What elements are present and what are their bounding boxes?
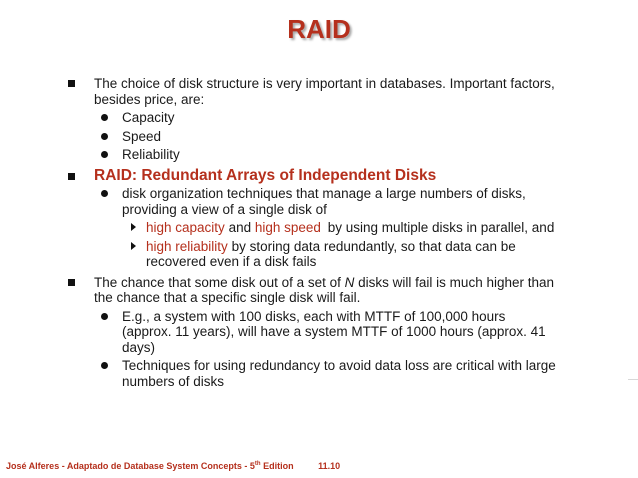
highlight-high-reliability: high reliability — [146, 238, 228, 254]
bullet-failure-chance — [94, 275, 558, 306]
arrow-bullet-icon — [131, 242, 136, 250]
square-bullet-icon — [68, 279, 75, 286]
footer-edition: Edition — [260, 461, 294, 471]
bullet-raid-heading — [94, 168, 558, 184]
arrow-bullet-icon — [131, 223, 136, 231]
bullet-text: E.g., a system with 100 disks, each with MTTF of 100,000 hours (approx. 11 years), will have a system MTTF of 1000 hours (approx. 41 days) — [122, 308, 546, 355]
square-bullet-icon — [68, 80, 75, 87]
bullet-text: Reliability — [122, 147, 180, 162]
bullet-text: by storing data redundantly, so that data can be recovered even if a disk fails — [146, 238, 516, 269]
divider — [628, 379, 638, 380]
dot-bullet-icon — [101, 151, 108, 158]
bullet-text: disks will fail is much higher than the chance that a specific single disk will fail. — [94, 274, 555, 305]
footer-credit: José Alferes - Adaptado de Database System Concepts - 5 — [6, 461, 255, 471]
slide-body — [0, 76, 638, 389]
page-number: 11.10 — [318, 461, 341, 471]
bullet-text: Capacity — [122, 110, 175, 125]
bullet-text: Speed — [122, 128, 162, 144]
dot-bullet-icon — [101, 133, 108, 140]
bullet-text: The chance that some disk out of a set of — [94, 274, 341, 290]
slide-footer — [6, 461, 340, 471]
connector-and: and — [228, 220, 252, 235]
dot-bullet-icon — [101, 190, 108, 197]
slide-title: RAID — [287, 14, 351, 44]
footer-superscript: th — [254, 461, 261, 467]
sub-bullet-redundancy — [122, 358, 558, 389]
bullet-text: The choice of disk structure is very important in databases. Important factors, besides price, are: — [94, 76, 555, 107]
dot-bullet-icon — [101, 362, 108, 369]
sub-bullet-organization — [122, 186, 558, 217]
bullet-text: Techniques for using redundancy to avoid data loss are critical with large numbers of disks — [122, 358, 556, 389]
dot-bullet-icon — [101, 114, 108, 121]
sub-bullet-capacity — [122, 110, 558, 126]
highlight-high-capacity: high capacity — [146, 220, 225, 235]
sub-bullet-mttf-example — [122, 309, 558, 356]
sub-sub-bullet-capacity-speed — [146, 220, 558, 236]
square-bullet-icon — [68, 173, 75, 180]
dot-bullet-icon — [101, 313, 108, 320]
raid-heading: RAID: Redundant Arrays of Independent Disks — [94, 166, 437, 184]
variable-n: N — [344, 274, 355, 290]
sub-bullet-reliability — [122, 147, 558, 163]
bullet-disk-structure — [94, 76, 558, 107]
bullet-text: by using multiple disks in parallel, and — [327, 220, 555, 235]
highlight-high-speed: high speed — [254, 220, 321, 235]
sub-sub-bullet-reliability — [146, 239, 558, 270]
sub-bullet-speed — [122, 129, 558, 145]
bullet-text: disk organization techniques that manage a large numbers of disks, providing a view of a single disk of — [122, 186, 526, 217]
